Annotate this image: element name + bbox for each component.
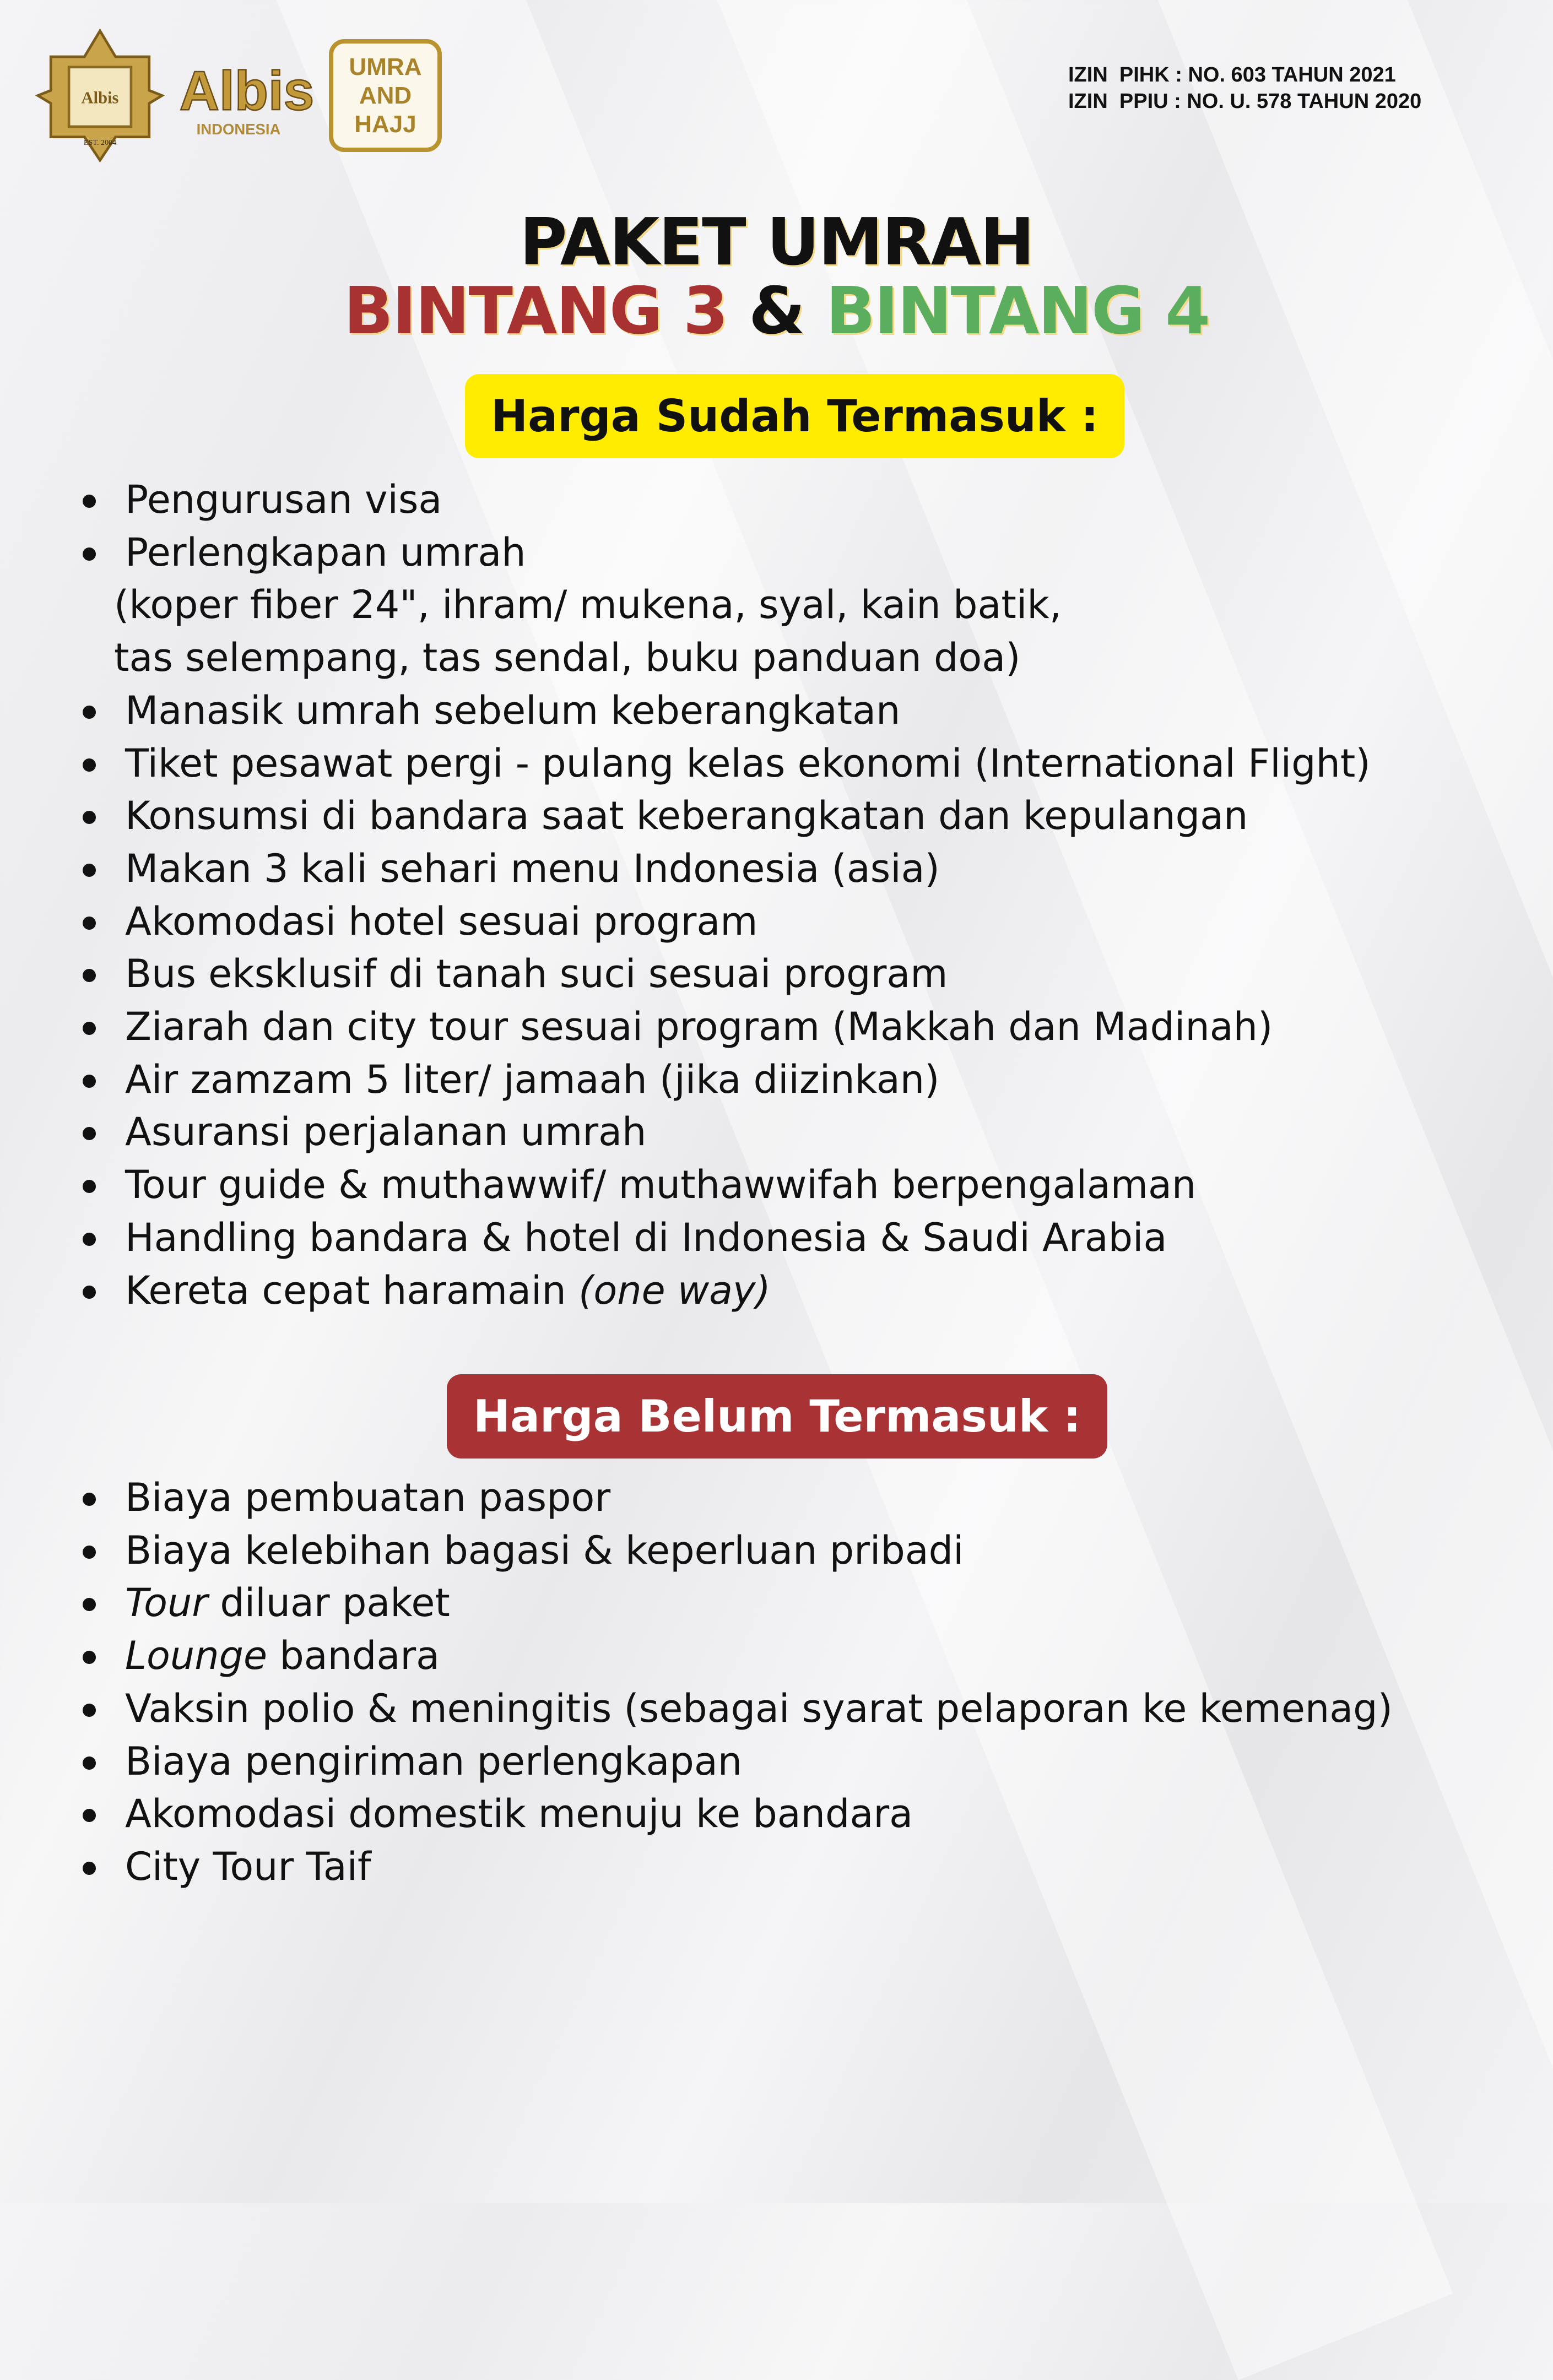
license-info xyxy=(1068,62,1421,115)
page-subtitle xyxy=(0,273,1553,349)
item-text: diluar paket xyxy=(208,1580,450,1626)
list-item: Manasik umrah sebelum keberangkatan xyxy=(83,685,1371,738)
list-item: Akomodasi domestik menuju ke bandara xyxy=(83,1788,1393,1841)
license-pihk: IZIN PIHK : NO. 603 TAHUN 2021 xyxy=(1068,63,1396,86)
ampersand: & xyxy=(749,273,804,349)
list-item: Makan 3 kali sehari menu Indonesia (asia) xyxy=(83,843,1371,896)
svg-text:Albis: Albis xyxy=(179,59,315,122)
svg-text:Albis: Albis xyxy=(81,88,119,107)
included-heading: Harga Sudah Termasuk : xyxy=(465,374,1124,458)
list-item: Vaksin polio & meningitis (sebagai syarat pelaporan ke kemenag) xyxy=(83,1683,1393,1736)
albis-wordmark-logo xyxy=(178,41,316,151)
umra-hajj-logo xyxy=(329,39,442,152)
list-item: City Tour Taif xyxy=(83,1841,1393,1894)
list-item xyxy=(83,1577,1393,1630)
excluded-heading: Harga Belum Termasuk : xyxy=(447,1374,1107,1459)
excluded-list xyxy=(83,1472,1393,1894)
bintang-4-label: BINTANG 4 xyxy=(826,273,1210,349)
list-item: Ziarah dan city tour sesuai program (Makkah dan Madinah) xyxy=(83,1001,1371,1054)
item-note: (one way) xyxy=(578,1267,771,1313)
page-title: PAKET UMRAH xyxy=(520,204,1033,280)
list-item: Tour guide & muthawwif/ muthawwifah berpengalaman xyxy=(83,1159,1371,1212)
item-emphasis: Tour xyxy=(125,1580,208,1626)
list-item: Konsumsi di bandara saat keberangkatan dan kepulangan xyxy=(83,790,1371,843)
bintang-3-label: BINTANG 3 xyxy=(343,273,727,349)
list-item: Bus eksklusif di tanah suci sesuai program xyxy=(83,948,1371,1001)
list-item: Tiket pesawat pergi - pulang kelas ekonomi (International Flight) xyxy=(83,738,1371,790)
list-item: Air zamzam 5 liter/ jamaah (jika diizinkan) xyxy=(83,1054,1371,1107)
list-item: Pengurusan visa xyxy=(83,474,1371,527)
list-item: Biaya kelebihan bagasi & keperluan pribadi xyxy=(83,1525,1393,1577)
list-item: Asuransi perjalanan umrah xyxy=(83,1106,1371,1159)
logo-group xyxy=(35,28,442,163)
list-item: Biaya pembuatan paspor xyxy=(83,1472,1393,1525)
svg-text:EST. 2004: EST. 2004 xyxy=(83,138,117,147)
list-item xyxy=(83,1630,1393,1683)
list-item-continuation: tas selempang, tas sendal, buku panduan doa) xyxy=(114,635,1021,681)
license-ppiu: IZIN PPIU : NO. U. 578 TAHUN 2020 xyxy=(1068,90,1422,113)
list-item: Perlengkapan umrah xyxy=(83,527,1371,579)
umra-text: UMRA xyxy=(349,53,422,80)
svg-text:INDONESIA: INDONESIA xyxy=(196,120,281,138)
list-item: Handling bandara & hotel di Indonesia & Saudi Arabia xyxy=(83,1212,1371,1265)
list-item: Akomodasi hotel sesuai program xyxy=(83,896,1371,948)
albis-emblem-logo xyxy=(35,28,165,163)
included-list xyxy=(83,474,1371,1317)
item-text: Kereta cepat haramain xyxy=(125,1267,566,1313)
item-text: bandara xyxy=(267,1633,440,1679)
and-text: AND xyxy=(359,82,412,109)
list-item xyxy=(83,1265,1371,1318)
hajj-text: HAJJ xyxy=(354,110,416,138)
list-item: Biaya pengiriman perlengkapan xyxy=(83,1736,1393,1788)
item-emphasis: Lounge xyxy=(125,1633,268,1679)
list-item-continuation: (koper fiber 24", ihram/ mukena, syal, kain batik, xyxy=(114,582,1062,628)
